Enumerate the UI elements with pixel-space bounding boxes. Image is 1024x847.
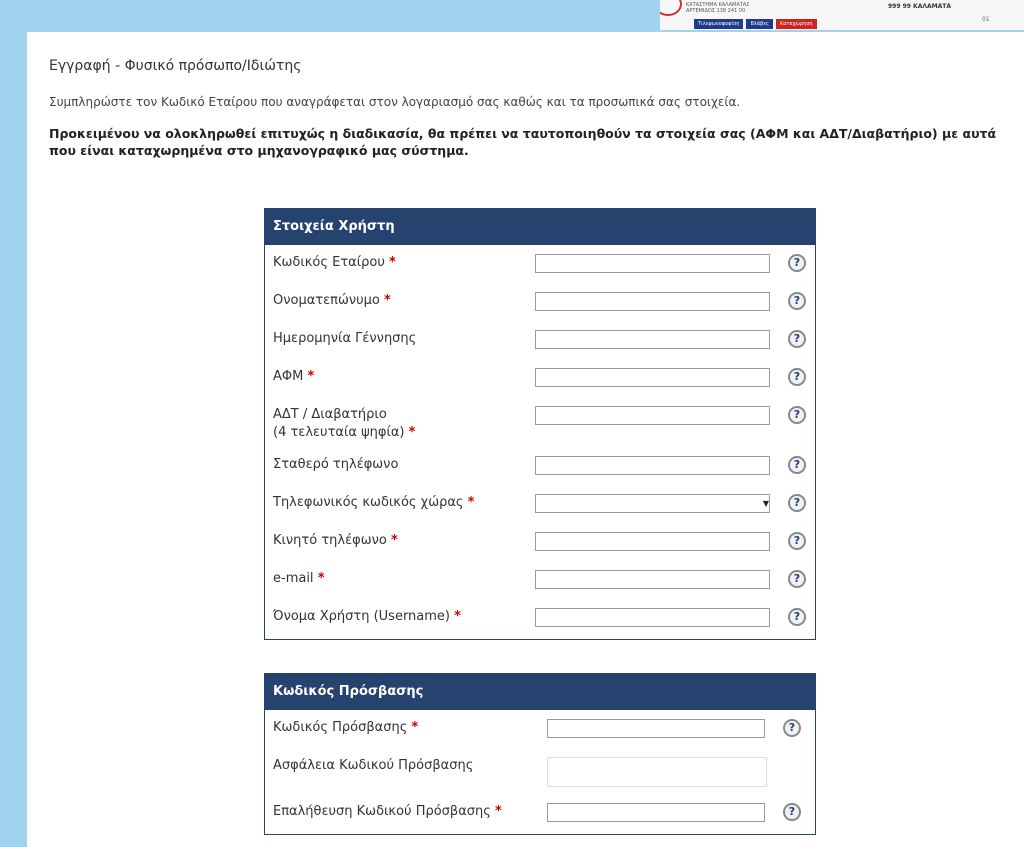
main-content <box>27 32 1024 847</box>
form-row-partner-code <box>265 245 815 283</box>
form-row-password-strength <box>265 748 815 794</box>
help-icon[interactable]: ? <box>788 456 806 474</box>
field-label: Κωδικός Εταίρου * <box>273 255 396 270</box>
tax-id-input[interactable] <box>535 368 770 387</box>
field-label: Τηλεφωνικός κωδικός χώρας * <box>273 495 475 510</box>
form-row-full-name <box>265 283 815 321</box>
form-row-birth-date <box>265 321 815 359</box>
birth-date-input[interactable] <box>535 330 770 349</box>
field-label: Επαλήθευση Κωδικού Πρόσβασης * <box>273 804 502 819</box>
field-label: ΑΦΜ * <box>273 369 315 384</box>
form-row-password-confirm <box>265 794 815 832</box>
panel-header: Στοιχεία Χρήστη <box>265 209 815 245</box>
help-icon[interactable]: ? <box>788 368 806 386</box>
password-input[interactable] <box>547 719 765 738</box>
field-label: Ονοματεπώνυμο * <box>273 293 391 308</box>
form-row-id-passport <box>265 397 815 447</box>
help-icon[interactable]: ? <box>788 608 806 626</box>
field-label: Κινητό τηλέφωνο * <box>273 533 398 548</box>
bill-text: ΑΡΤΕΜΙΔΟΣ 138 241 00 <box>686 8 746 14</box>
logo-curve <box>660 0 682 16</box>
field-label: Σταθερό τηλέφωνο <box>273 457 399 472</box>
field-label: Ημερομηνία Γέννησης <box>273 331 417 346</box>
bill-banner-image <box>660 0 1024 30</box>
page-title: Εγγραφή - Φυσικό πρόσωπο/Ιδιώτης <box>49 58 302 74</box>
id-passport-input[interactable] <box>535 406 770 425</box>
email-input[interactable] <box>535 570 770 589</box>
landline-input[interactable] <box>535 456 770 475</box>
form-row-password <box>265 710 815 748</box>
help-icon[interactable]: ? <box>788 570 806 588</box>
panel-header: Κωδικός Πρόσβασης <box>265 674 815 710</box>
help-icon[interactable]: ? <box>788 292 806 310</box>
help-icon[interactable]: ? <box>788 494 806 512</box>
help-icon[interactable]: ? <box>788 330 806 348</box>
full-name-input[interactable] <box>535 292 770 311</box>
username-input[interactable] <box>535 608 770 627</box>
help-icon[interactable]: ? <box>783 719 801 737</box>
password-confirm-input[interactable] <box>547 803 765 822</box>
field-label: Όνομα Χρήστη (Username) * <box>273 609 461 624</box>
warning-text: Προκειμένου να ολοκληρωθεί επιτυχώς η διαδικασία, θα πρέπει να ταυτοποιηθούν τα στοιχεία σας (ΑΦΜ και ΑΔΤ/Διαβατήριο) με αυτά που είναι καταχωρημένα στο μηχανογραφικό μας σύστημα. <box>49 126 997 158</box>
bill-tab: Βλάβες <box>746 19 773 29</box>
field-label-line1: ΑΔΤ / Διαβατήριο <box>273 407 387 422</box>
form-row-country-code <box>265 485 815 523</box>
form-row-tax-id <box>265 359 815 397</box>
help-icon[interactable]: ? <box>788 406 806 424</box>
field-label <box>273 406 415 442</box>
user-details-panel <box>264 208 816 640</box>
field-label-line2: (4 τελευταία ψηφία) * <box>273 425 416 440</box>
bill-tabs <box>694 19 817 29</box>
password-panel <box>264 673 816 835</box>
bill-tab: Τιλεφωνοφοφίση <box>694 19 743 29</box>
help-icon[interactable]: ? <box>788 532 806 550</box>
password-strength-meter <box>547 757 767 787</box>
chevron-down-icon: ▼ <box>762 499 769 508</box>
bill-city: 999 99 ΚΑΛΑΜΑΤΑ <box>888 3 951 10</box>
help-icon[interactable]: ? <box>788 254 806 272</box>
form-row-mobile <box>265 523 815 561</box>
mobile-input[interactable] <box>535 532 770 551</box>
partner-code-input[interactable] <box>535 254 770 273</box>
field-label: Ασφάλεια Κωδικού Πρόσβασης <box>273 758 474 773</box>
help-icon[interactable]: ? <box>783 803 801 821</box>
bill-address <box>686 2 749 14</box>
bill-text: ΚΑΤΑΣΤΗΜΑ ΚΑΛΑΜΑΤΑΣ <box>686 2 750 8</box>
form-row-username <box>265 599 815 637</box>
field-label: Κωδικός Πρόσβασης * <box>273 720 419 735</box>
intro-text: Συμπληρώστε τον Κωδικό Εταίρου που αναγράφεται στον λογαριασμό σας καθώς και τα προσωπικά σας στοιχεία. <box>49 95 741 109</box>
bill-number: 01 <box>982 16 990 23</box>
form-row-email <box>265 561 815 599</box>
field-label: e-mail * <box>273 571 325 586</box>
form-row-landline <box>265 447 815 485</box>
bill-tab: Καταχώρηση <box>776 19 817 29</box>
country-code-select[interactable] <box>535 494 770 513</box>
